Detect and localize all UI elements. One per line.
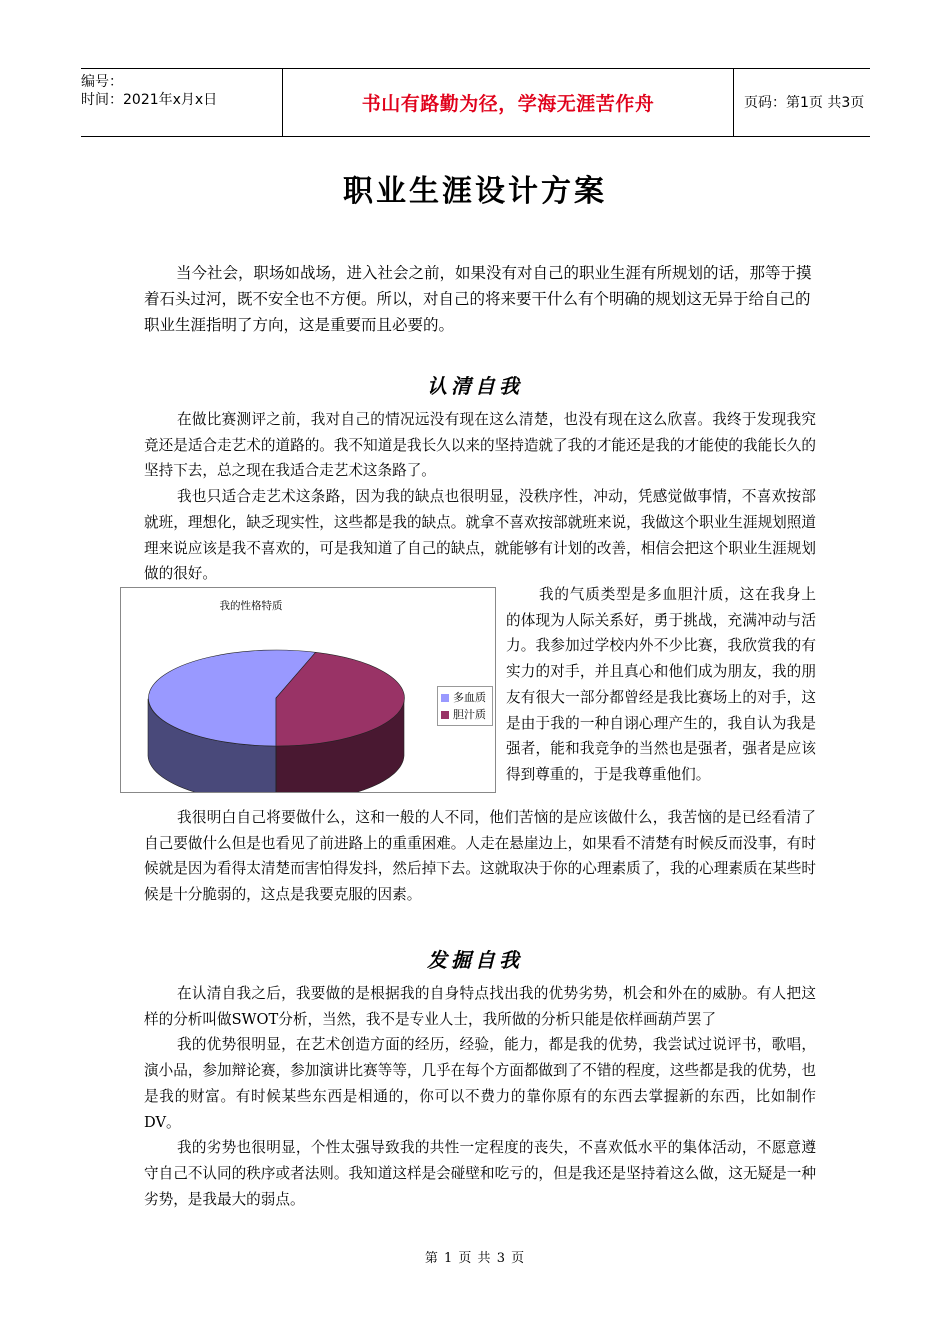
page-header <box>81 68 870 137</box>
document-date: 时间：2021年x月x日 <box>81 92 218 108</box>
body-paragraph: 在做比赛测评之前，我对自己的情况远没有现在这么清楚，也没有现在这么欣喜。我终于发现我究竟还是适合走艺术的道路的。我不知道是我长久以来的坚持造就了我的才能还是我的才能使的我能长久的坚持下去，总之现在我适合走艺术这条路了。 <box>144 411 816 480</box>
chart-title: 我的性格特质 <box>219 600 283 612</box>
body-paragraph: 我的优势很明显，在艺术创造方面的经历，经验，能力，都是我的优势，我尝试过说评书，歌唱，演小品，参加辩论赛，参加演讲比赛等等，几乎在每个方面都做到了不错的程度，这些都是我的优势，也是我的财富。有时候某些东西是相通的，你可以不费力的靠你原有的东西去掌握新的东西，比如制作DV。 <box>144 1036 816 1131</box>
header-page-number: 页码：第1页 共3页 <box>744 94 865 111</box>
side-text <box>506 582 816 788</box>
intro-block <box>144 260 814 338</box>
section-heading: 发掘自我 <box>427 948 523 972</box>
page-footer: 第 1 页 共 3 页 <box>424 1251 526 1266</box>
section-body <box>144 805 816 908</box>
legend-item <box>441 689 489 706</box>
header-motto-cell <box>282 69 734 136</box>
legend-item <box>441 706 489 723</box>
body-paragraph: 我的气质类型是多血胆汁质，这在我身上的体现为人际关系好，勇于挑战，充满冲动与活力。我参加过学校内外不少比赛，我欣赏我的有实力的对手，并且真心和他们成为朋友，我的朋友有很大一部分都曾经是我比赛场上的对手，这是由于我的一种自诩心理产生的，我自认为我是强者，能和我竞争的当然也是强者，强者是应该得到尊重的，于是我尊重他们。 <box>506 586 816 783</box>
section-heading: 认清自我 <box>427 374 523 398</box>
section-body <box>144 407 816 587</box>
body-paragraph: 我也只适合走艺术这条路，因为我的缺点也很明显，没秩序性，冲动，凭感觉做事情，不喜欢按部就班，理想化，缺乏现实性，这些都是我的缺点。就拿不喜欢按部就班来说，我做这个职业生涯规划照道理来说应该是我不喜欢的，可是我知道了自己的缺点，就能够有计划的改善，相信会把这个职业生涯规划做的很好。 <box>144 488 816 583</box>
body-paragraph: 我很明白自己将要做什么，这和一般的人不同，他们苦恼的是应该做什么，我苦恼的是已经看清了自己要做什么但是也看见了前进路上的重重困难。人走在悬崖边上，如果看不清楚有时候反而没事，有时候就是因为看得太清楚而害怕得发抖，然后掉下去。这就取决于你的心理素质了，我的心理素质在某些时候是十分脆弱的，这点是我要克服的因素。 <box>144 809 816 904</box>
legend-label: 多血质 <box>453 691 486 704</box>
section-body <box>144 981 816 1212</box>
header-page-cell <box>734 69 870 136</box>
body-paragraph: 我的劣势也很明显，个性太强导致我的共性一定程度的丧失，不喜欢低水平的集体活动，不愿意遵守自己不认同的秩序或者法则。我知道这样是会碰壁和吃亏的，但是我还是坚持着这么做，这无疑是一种劣势，是我最大的弱点。 <box>144 1139 816 1208</box>
legend-swatch <box>441 711 449 719</box>
legend-label: 胆汁质 <box>453 708 486 721</box>
chart-legend <box>437 686 493 726</box>
legend-swatch <box>441 694 449 702</box>
document-number-label: 编号： <box>81 74 123 90</box>
body-paragraph: 在认清自我之后，我要做的是根据我的自身特点找出我的优势劣势，机会和外在的威胁。有人把这样的分析叫做SWOT分析，当然，我不是专业人士，我所做的分析只能是依样画葫芦罢了 <box>144 985 816 1028</box>
header-info-cell <box>81 69 281 136</box>
header-motto: 书山有路勤为径，学海无涯苦作舟 <box>361 93 655 115</box>
intro-paragraph: 当今社会，职场如战场，进入社会之前，如果没有对自己的职业生涯有所规划的话，那等于摸着石头过河，既不安全也不方便。所以，对自己的将来要干什么有个明确的规划这无异于给自己的职业生涯指明了方向，这是重要而且必要的。 <box>144 264 812 334</box>
document-title: 职业生涯设计方案 <box>343 174 607 209</box>
